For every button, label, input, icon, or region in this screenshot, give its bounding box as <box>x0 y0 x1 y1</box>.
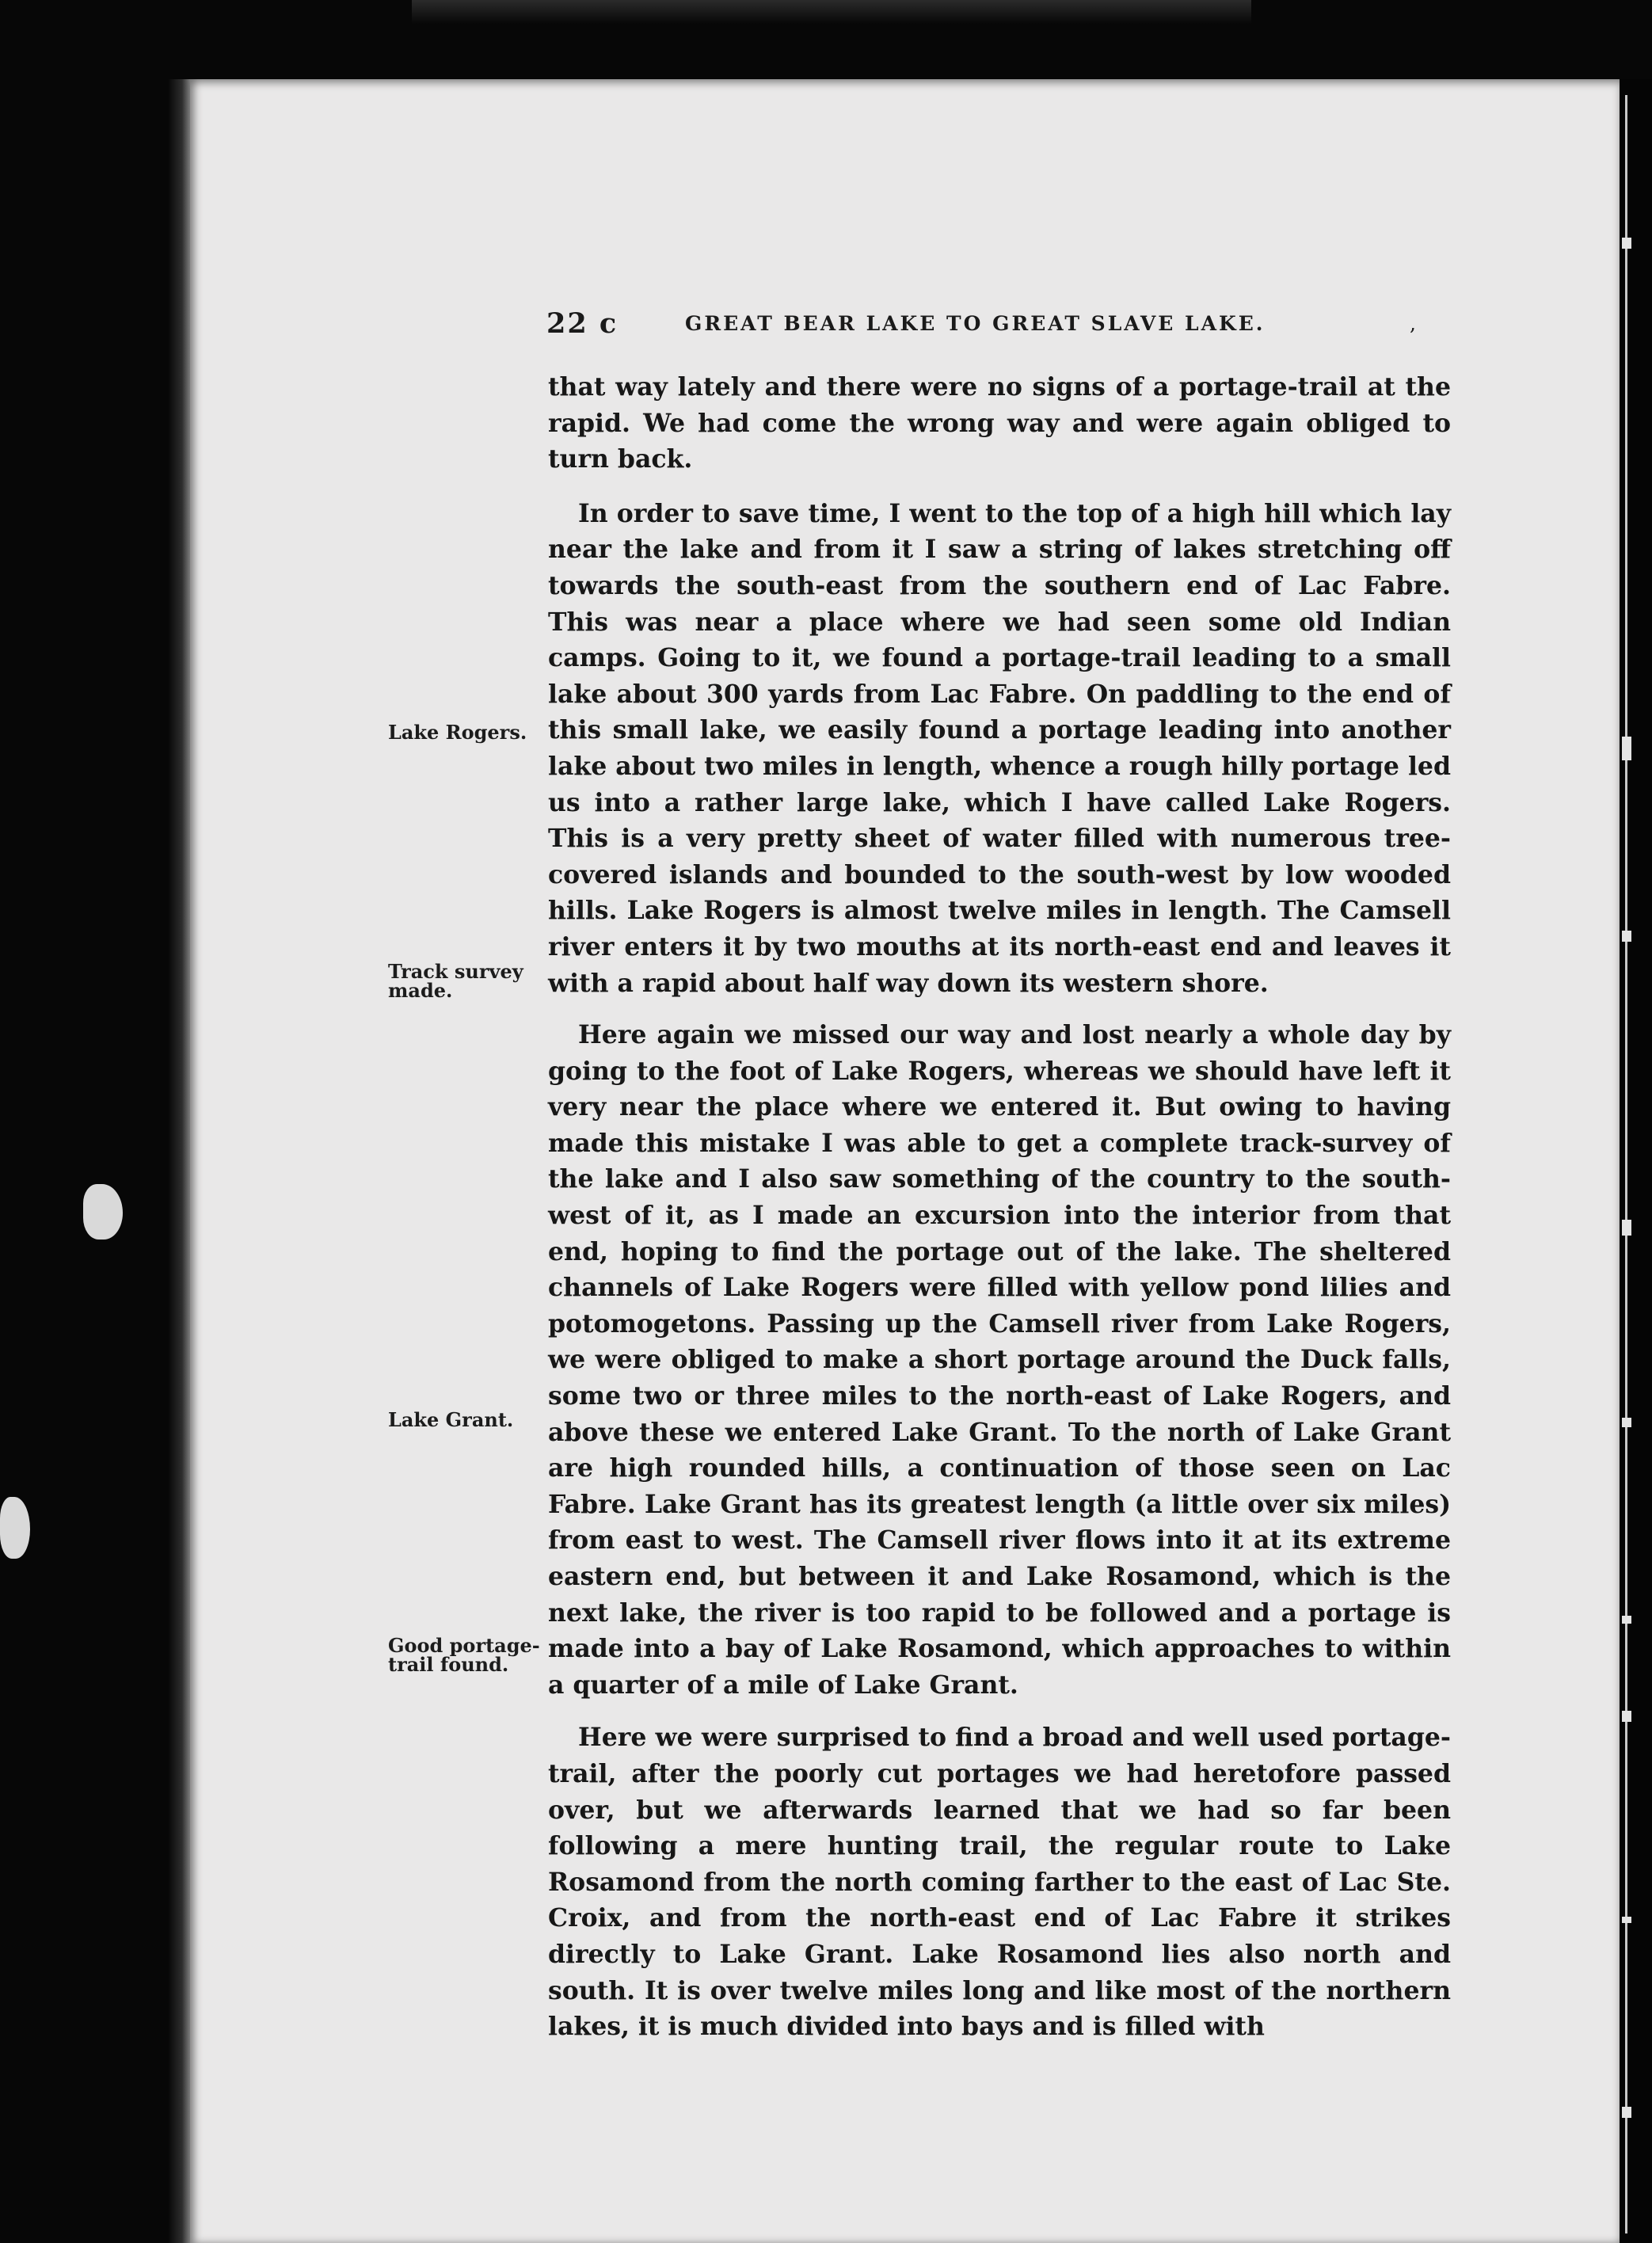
paragraph: In order to save time, I went to the top of a high hill which lay near the lake and from it I saw a string of lakes stretching off towards the south-east from the southern end of Lac Fabre. This was near a place where we had seen some old Indian camps. Going to it, we found a portage-trail leading to a small lake about 300 yards from Lac Fabre. On paddling to the end of this small lake, we easily found a portage leading into another lake about two miles in length, whence a rough hilly portage led us into a rather large lake, which I have called Lake Rogers. This is a very pretty sheet of water filled with numerous tree-covered islands and bounded to the south-west by low wooded hills. Lake Rogers is almost twelve miles in length. The Camsell river enters it by two mouths at its north-east end and leaves it with a rapid about half way down its western shore. <box>548 498 1451 998</box>
margin-note-line: made. <box>388 979 453 1002</box>
running-head: GREAT BEAR LAKE TO GREAT SLAVE LAKE. <box>685 312 1266 335</box>
binding-mark <box>1622 2107 1631 2118</box>
margin-note-line: trail found. <box>388 1653 509 1676</box>
binding-mark <box>1622 737 1631 760</box>
torn-paper-blob <box>83 1184 123 1240</box>
binding-mark <box>1622 238 1631 249</box>
binding-mark <box>1622 1418 1631 1427</box>
paragraph: Here we were surprised to find a broad and well used portage-trail, after the poorly cut portages we had heretofore passed over, but we afterwards learned that we had so far been following a mere hunting trail, the regular route to Lake Rosamond from the north coming farther to the east of Lac Ste. Croix, and from the north-east end of Lac Fabre it strikes directly to Lake Grant. Lake Rosamond lies also north and south. It is over twelve miles long and like most of the northern lakes, it is much divided into bays and is filled with <box>548 1723 1451 2042</box>
top-edge-streak <box>412 0 1251 24</box>
page-header <box>546 307 1449 347</box>
margin-note-lake-grant <box>388 1408 546 1431</box>
paragraph: Here again we missed our way and lost nearly a whole day by going to the foot of Lake Rogers, whereas we should have left it very near the place where we entered it. But owing to having made this mistake I was able to get a complete track-survey of the lake and I also saw something of the country to the south-west of it, as I made an excursion into the interior from that end, hoping to find the portage out of the lake. The sheltered channels of Lake Rogers were filled with yellow pond lilies and potomogetons. Passing up the Camsell river from Lake Rogers, we were obliged to make a short portage around the Duck falls, some two or three miles to the north-east of Lake Rogers, and above these we entered Lake Grant. To the north of Lake Grant are high rounded hills, a continuation of those seen on Lac Fabre. Lake Grant has its greatest length (a little over six miles) from east to west. The Camsell river flows into it at its extreme eastern end, but between it and Lake Rosamond, which is the next lake, the river is too rapid to be followed and a portage is made into a bay of Lake Rosamond, which approaches to within a quarter of a mile of Lake Grant. <box>548 1020 1451 1700</box>
page-number: 22 c <box>546 307 619 340</box>
paragraph: that way lately and there were no signs of a portage-trail at the rapid. We had come the wrong way and were again obliged to turn back. <box>548 372 1451 474</box>
binding-line <box>1625 95 1627 2233</box>
binding-mark <box>1622 931 1631 942</box>
binding-mark <box>1622 1220 1631 1236</box>
margin-note-line: Lake Rogers. <box>388 721 527 744</box>
margin-note-line: Good portage- <box>388 1634 540 1657</box>
left-edge-shadow <box>168 79 192 2243</box>
margin-note-line: Lake Grant. <box>388 1408 514 1431</box>
margin-note-lake-rogers <box>388 723 546 742</box>
margin-note-line: Track survey <box>388 960 523 983</box>
torn-paper-blob <box>0 1497 30 1559</box>
binding-mark <box>1622 1616 1631 1624</box>
margin-note-track-survey <box>388 962 546 1000</box>
body-text <box>548 369 1451 2045</box>
binding-mark <box>1622 1917 1631 1923</box>
stray-mark: , <box>1410 312 1416 335</box>
binding-mark <box>1622 1711 1631 1722</box>
margin-note-good-portage <box>388 1636 546 1674</box>
